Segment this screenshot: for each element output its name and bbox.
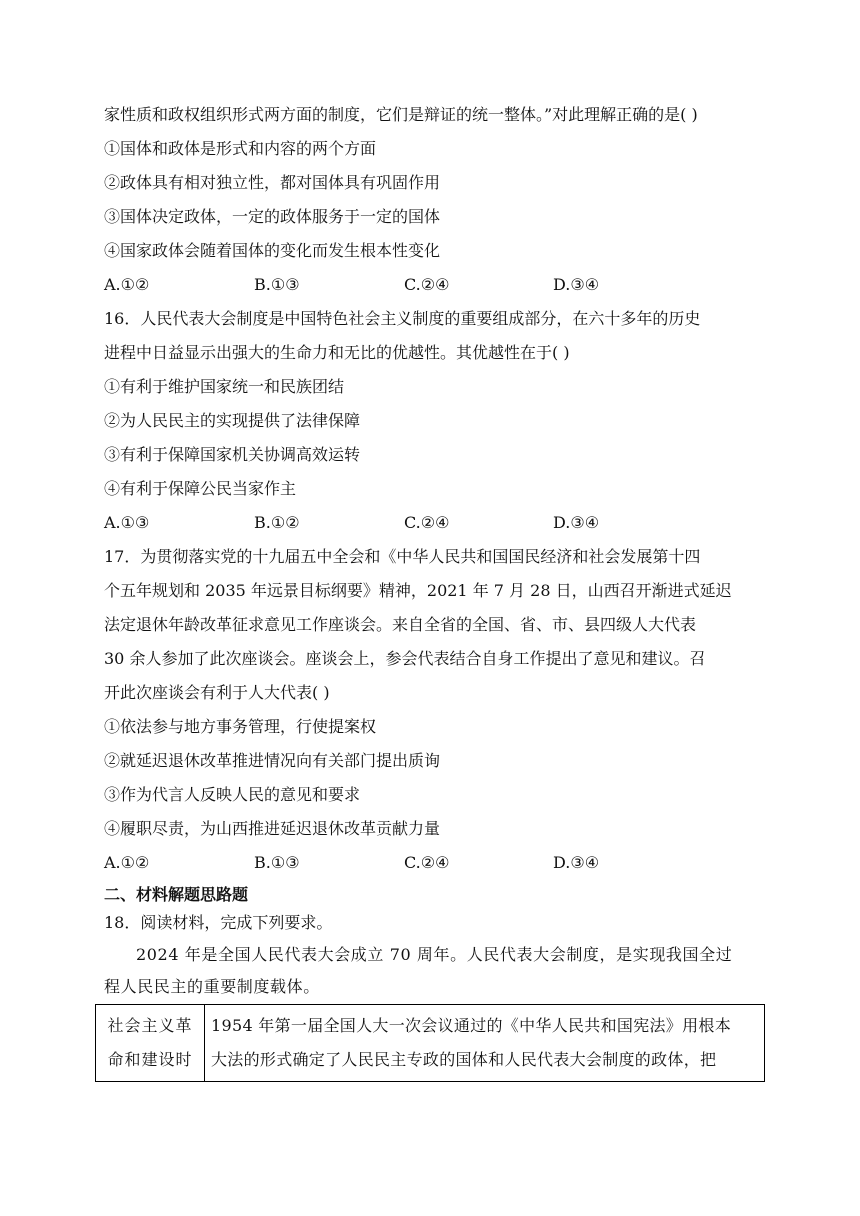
q15-option-d[interactable]: D.③④ — [553, 275, 600, 294]
q17-statement-4: ④履职尽责，为山西推进延迟退休改革贡献力量 — [104, 819, 441, 838]
q17-option-a[interactable]: A.①② — [104, 853, 150, 872]
q18-stem: 18．阅读材料，完成下列要求。 — [104, 913, 333, 932]
q17-stem-line-3: 法定退休年龄改革征求意见工作座谈会。来自全省的全国、省、市、县四级人大代表 — [104, 615, 697, 634]
q17-options — [104, 846, 744, 880]
q17-option-c[interactable]: C.②④ — [404, 853, 450, 872]
q17-stem-line-4: 30 余人参加了此次座谈会。座谈会上，参会代表结合自身工作提出了意见和建议。召 — [104, 649, 706, 668]
q16-statement-1: ①有利于维护国家统一和民族团结 — [104, 377, 345, 396]
q18-material-line-2: 程人民民主的重要制度载体。 — [104, 977, 320, 996]
q16-option-d[interactable]: D.③④ — [553, 513, 600, 532]
q15-statement-3: ③国体决定政体，一定的政体服务于一定的国体 — [104, 207, 441, 226]
q16-option-c[interactable]: C.②④ — [404, 513, 450, 532]
q17-statement-1: ①依法参与地方事务管理，行使提案权 — [104, 717, 377, 736]
content-line-1: 1954 年第一届全国人大一次会议通过的《中华人民共和国宪法》用根本 — [211, 1016, 732, 1035]
q18-material-table — [95, 1004, 765, 1082]
q16-stem-line-2: 进程中日益显示出强大的生命力和无比的优越性。其优越性在于( ) — [104, 343, 570, 362]
q16-statement-2: ②为人民民主的实现提供了法律保障 — [104, 411, 361, 430]
q15-statement-4: ④国家政体会随着国体的变化而发生根本性变化 — [104, 241, 441, 260]
q15-stem-tail: 家性质和政权组织形式两方面的制度，它们是辩证的统一整体。”对此理解正确的是( ) — [104, 105, 698, 124]
section-heading: 二、材料解题思路题 — [104, 885, 249, 904]
q15-statement-1: ①国体和政体是形式和内容的两个方面 — [104, 139, 377, 158]
q15-statement-2: ②政体具有相对独立性，都对国体具有巩固作用 — [104, 173, 441, 192]
q17-stem-line-1: 17．为贯彻落实党的十九届五中全会和《中华人民共和国国民经济和社会发展第十四 — [104, 547, 701, 566]
content-line-2: 大法的形式确定了人民民主专政的国体和人民代表大会制度的政体，把 — [211, 1050, 717, 1069]
q16-options — [104, 506, 744, 540]
q16-stem-line-1: 16．人民代表大会制度是中国特色社会主义制度的重要组成部分，在六十多年的历史 — [104, 309, 701, 328]
q16-statement-3: ③有利于保障国家机关协调高效运转 — [104, 445, 361, 464]
q17-stem-line-5: 开此次座谈会有利于人大代表( ) — [104, 683, 330, 702]
q15-options — [104, 268, 744, 302]
q15-option-b[interactable]: B.①③ — [254, 275, 300, 294]
q15-option-c[interactable]: C.②④ — [404, 275, 450, 294]
q15-option-a[interactable]: A.①② — [104, 275, 150, 294]
q17-option-b[interactable]: B.①③ — [254, 853, 300, 872]
q16-option-a[interactable]: A.①③ — [104, 513, 150, 532]
q17-statement-3: ③作为代言人反映人民的意见和要求 — [104, 785, 361, 804]
q17-statement-2: ②就延迟退休改革推进情况向有关部门提出质询 — [104, 751, 441, 770]
q18-material-line-1: 2024 年是全国人民代表大会成立 70 周年。人民代表大会制度，是实现我国全过 — [136, 945, 733, 964]
period-line-1: 社会主义革 — [107, 1016, 193, 1035]
table-cell-period — [96, 1005, 205, 1082]
q17-option-d[interactable]: D.③④ — [553, 853, 600, 872]
q16-option-b[interactable]: B.①② — [254, 513, 300, 532]
q16-statement-4: ④有利于保障公民当家作主 — [104, 479, 297, 498]
period-line-2: 命和建设时 — [107, 1050, 193, 1069]
q17-stem-line-2: 个五年规划和 2035 年远景目标纲要》精神，2021 年 7 月 28 日，山西召开渐进式延迟 — [104, 581, 732, 600]
table-cell-content — [205, 1005, 765, 1082]
table-row — [96, 1005, 765, 1082]
